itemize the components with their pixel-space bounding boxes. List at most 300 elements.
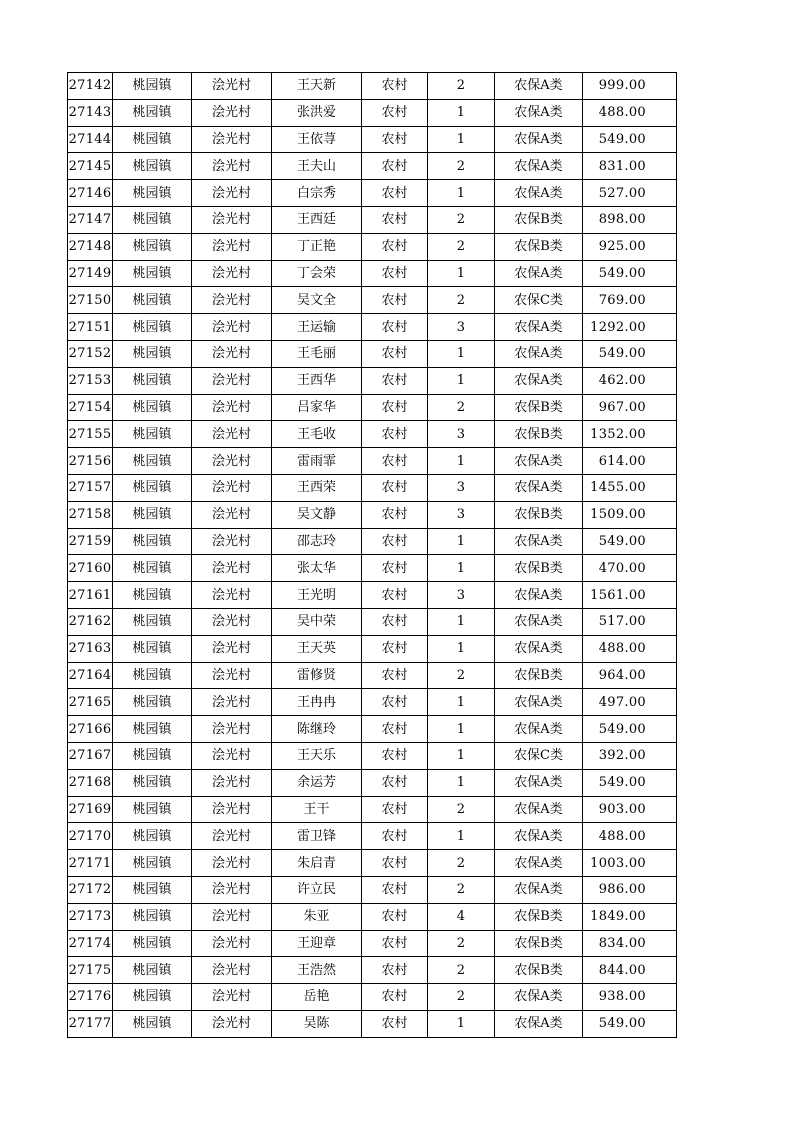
category-cell: 农保A类 xyxy=(495,260,583,287)
amount-cell: 517.00 xyxy=(583,608,677,635)
area-cell: 农村 xyxy=(362,153,428,180)
id-cell: 27145 xyxy=(68,153,113,180)
village-cell: 浍光村 xyxy=(192,582,272,609)
id-cell: 27163 xyxy=(68,635,113,662)
category-cell: 农保A类 xyxy=(495,528,583,555)
amount-cell: 549.00 xyxy=(583,716,677,743)
count-cell: 3 xyxy=(428,314,495,341)
village-cell: 浍光村 xyxy=(192,957,272,984)
village-cell: 浍光村 xyxy=(192,716,272,743)
count-cell: 1 xyxy=(428,126,495,153)
count-cell: 1 xyxy=(428,448,495,475)
village-cell: 浍光村 xyxy=(192,126,272,153)
amount-cell: 470.00 xyxy=(583,555,677,582)
town-cell: 桃园镇 xyxy=(113,260,192,287)
count-cell: 2 xyxy=(428,876,495,903)
name-cell: 雷雨霏 xyxy=(272,448,362,475)
data-table xyxy=(67,72,677,1038)
count-cell: 1 xyxy=(428,689,495,716)
id-cell: 27153 xyxy=(68,367,113,394)
table-row xyxy=(68,1010,677,1037)
amount-cell: 549.00 xyxy=(583,528,677,555)
table-row xyxy=(68,126,677,153)
category-cell: 农保A类 xyxy=(495,850,583,877)
name-cell: 王迎章 xyxy=(272,930,362,957)
id-cell: 27169 xyxy=(68,796,113,823)
table-row xyxy=(68,474,677,501)
category-cell: 农保A类 xyxy=(495,716,583,743)
name-cell: 岳艳 xyxy=(272,984,362,1011)
amount-cell: 999.00 xyxy=(583,73,677,100)
amount-cell: 1561.00 xyxy=(583,582,677,609)
category-cell: 农保A类 xyxy=(495,1010,583,1037)
village-cell: 浍光村 xyxy=(192,99,272,126)
count-cell: 2 xyxy=(428,73,495,100)
village-cell: 浍光村 xyxy=(192,555,272,582)
area-cell: 农村 xyxy=(362,850,428,877)
amount-cell: 1003.00 xyxy=(583,850,677,877)
name-cell: 吴文全 xyxy=(272,287,362,314)
amount-cell: 549.00 xyxy=(583,340,677,367)
table-row xyxy=(68,984,677,1011)
area-cell: 农村 xyxy=(362,448,428,475)
category-cell: 农保B类 xyxy=(495,206,583,233)
area-cell: 农村 xyxy=(362,742,428,769)
count-cell: 4 xyxy=(428,903,495,930)
village-cell: 浍光村 xyxy=(192,153,272,180)
name-cell: 王西廷 xyxy=(272,206,362,233)
area-cell: 农村 xyxy=(362,340,428,367)
category-cell: 农保B类 xyxy=(495,903,583,930)
area-cell: 农村 xyxy=(362,528,428,555)
name-cell: 邵志玲 xyxy=(272,528,362,555)
village-cell: 浍光村 xyxy=(192,448,272,475)
id-cell: 27174 xyxy=(68,930,113,957)
town-cell: 桃园镇 xyxy=(113,876,192,903)
id-cell: 27143 xyxy=(68,99,113,126)
area-cell: 农村 xyxy=(362,769,428,796)
name-cell: 王冉冉 xyxy=(272,689,362,716)
category-cell: 农保A类 xyxy=(495,769,583,796)
category-cell: 农保A类 xyxy=(495,180,583,207)
area-cell: 农村 xyxy=(362,662,428,689)
town-cell: 桃园镇 xyxy=(113,340,192,367)
town-cell: 桃园镇 xyxy=(113,769,192,796)
area-cell: 农村 xyxy=(362,206,428,233)
table-row xyxy=(68,608,677,635)
count-cell: 1 xyxy=(428,769,495,796)
category-cell: 农保A类 xyxy=(495,153,583,180)
area-cell: 农村 xyxy=(362,474,428,501)
village-cell: 浍光村 xyxy=(192,984,272,1011)
name-cell: 朱启青 xyxy=(272,850,362,877)
count-cell: 3 xyxy=(428,421,495,448)
town-cell: 桃园镇 xyxy=(113,287,192,314)
count-cell: 3 xyxy=(428,474,495,501)
town-cell: 桃园镇 xyxy=(113,314,192,341)
town-cell: 桃园镇 xyxy=(113,984,192,1011)
category-cell: 农保A类 xyxy=(495,367,583,394)
count-cell: 1 xyxy=(428,608,495,635)
id-cell: 27159 xyxy=(68,528,113,555)
town-cell: 桃园镇 xyxy=(113,73,192,100)
table-row xyxy=(68,823,677,850)
amount-cell: 1292.00 xyxy=(583,314,677,341)
village-cell: 浍光村 xyxy=(192,421,272,448)
amount-cell: 392.00 xyxy=(583,742,677,769)
id-cell: 27160 xyxy=(68,555,113,582)
name-cell: 吴陈 xyxy=(272,1010,362,1037)
table-row xyxy=(68,742,677,769)
count-cell: 1 xyxy=(428,180,495,207)
village-cell: 浍光村 xyxy=(192,501,272,528)
name-cell: 余运芳 xyxy=(272,769,362,796)
count-cell: 1 xyxy=(428,742,495,769)
id-cell: 27156 xyxy=(68,448,113,475)
town-cell: 桃园镇 xyxy=(113,850,192,877)
category-cell: 农保B类 xyxy=(495,930,583,957)
amount-cell: 549.00 xyxy=(583,1010,677,1037)
id-cell: 27142 xyxy=(68,73,113,100)
table-row xyxy=(68,635,677,662)
name-cell: 王天新 xyxy=(272,73,362,100)
category-cell: 农保A类 xyxy=(495,689,583,716)
village-cell: 浍光村 xyxy=(192,233,272,260)
amount-cell: 967.00 xyxy=(583,394,677,421)
table-row xyxy=(68,448,677,475)
table-row xyxy=(68,99,677,126)
id-cell: 27155 xyxy=(68,421,113,448)
category-cell: 农保B类 xyxy=(495,233,583,260)
area-cell: 农村 xyxy=(362,689,428,716)
id-cell: 27151 xyxy=(68,314,113,341)
amount-cell: 831.00 xyxy=(583,153,677,180)
village-cell: 浍光村 xyxy=(192,635,272,662)
table-row xyxy=(68,180,677,207)
name-cell: 朱亚 xyxy=(272,903,362,930)
village-cell: 浍光村 xyxy=(192,1010,272,1037)
table-row xyxy=(68,394,677,421)
area-cell: 农村 xyxy=(362,421,428,448)
town-cell: 桃园镇 xyxy=(113,367,192,394)
name-cell: 张太华 xyxy=(272,555,362,582)
id-cell: 27177 xyxy=(68,1010,113,1037)
amount-cell: 844.00 xyxy=(583,957,677,984)
id-cell: 27171 xyxy=(68,850,113,877)
count-cell: 1 xyxy=(428,528,495,555)
area-cell: 农村 xyxy=(362,287,428,314)
count-cell: 2 xyxy=(428,287,495,314)
category-cell: 农保B类 xyxy=(495,957,583,984)
village-cell: 浍光村 xyxy=(192,287,272,314)
town-cell: 桃园镇 xyxy=(113,180,192,207)
count-cell: 1 xyxy=(428,367,495,394)
amount-cell: 834.00 xyxy=(583,930,677,957)
category-cell: 农保B类 xyxy=(495,501,583,528)
area-cell: 农村 xyxy=(362,99,428,126)
area-cell: 农村 xyxy=(362,555,428,582)
town-cell: 桃园镇 xyxy=(113,716,192,743)
category-cell: 农保A类 xyxy=(495,126,583,153)
town-cell: 桃园镇 xyxy=(113,957,192,984)
amount-cell: 903.00 xyxy=(583,796,677,823)
table-row xyxy=(68,153,677,180)
name-cell: 王天英 xyxy=(272,635,362,662)
name-cell: 许立民 xyxy=(272,876,362,903)
table-row xyxy=(68,314,677,341)
amount-cell: 488.00 xyxy=(583,99,677,126)
id-cell: 27165 xyxy=(68,689,113,716)
town-cell: 桃园镇 xyxy=(113,206,192,233)
name-cell: 雷卫锋 xyxy=(272,823,362,850)
area-cell: 农村 xyxy=(362,1010,428,1037)
count-cell: 2 xyxy=(428,206,495,233)
category-cell: 农保A类 xyxy=(495,876,583,903)
area-cell: 农村 xyxy=(362,635,428,662)
id-cell: 27157 xyxy=(68,474,113,501)
id-cell: 27166 xyxy=(68,716,113,743)
category-cell: 农保A类 xyxy=(495,73,583,100)
id-cell: 27148 xyxy=(68,233,113,260)
area-cell: 农村 xyxy=(362,957,428,984)
id-cell: 27176 xyxy=(68,984,113,1011)
village-cell: 浍光村 xyxy=(192,903,272,930)
village-cell: 浍光村 xyxy=(192,796,272,823)
category-cell: 农保A类 xyxy=(495,984,583,1011)
amount-cell: 1509.00 xyxy=(583,501,677,528)
count-cell: 2 xyxy=(428,957,495,984)
area-cell: 农村 xyxy=(362,823,428,850)
town-cell: 桃园镇 xyxy=(113,796,192,823)
category-cell: 农保A类 xyxy=(495,474,583,501)
area-cell: 农村 xyxy=(362,876,428,903)
name-cell: 吴文静 xyxy=(272,501,362,528)
count-cell: 1 xyxy=(428,260,495,287)
village-cell: 浍光村 xyxy=(192,608,272,635)
town-cell: 桃园镇 xyxy=(113,448,192,475)
town-cell: 桃园镇 xyxy=(113,608,192,635)
village-cell: 浍光村 xyxy=(192,260,272,287)
id-cell: 27154 xyxy=(68,394,113,421)
table-row xyxy=(68,528,677,555)
table-row xyxy=(68,876,677,903)
table-row xyxy=(68,501,677,528)
amount-cell: 488.00 xyxy=(583,635,677,662)
table-row xyxy=(68,206,677,233)
count-cell: 1 xyxy=(428,1010,495,1037)
count-cell: 3 xyxy=(428,582,495,609)
category-cell: 农保C类 xyxy=(495,287,583,314)
count-cell: 2 xyxy=(428,394,495,421)
name-cell: 张洪爱 xyxy=(272,99,362,126)
id-cell: 27175 xyxy=(68,957,113,984)
category-cell: 农保A类 xyxy=(495,99,583,126)
amount-cell: 1849.00 xyxy=(583,903,677,930)
town-cell: 桃园镇 xyxy=(113,582,192,609)
area-cell: 农村 xyxy=(362,716,428,743)
category-cell: 农保B类 xyxy=(495,555,583,582)
id-cell: 27158 xyxy=(68,501,113,528)
village-cell: 浍光村 xyxy=(192,340,272,367)
amount-cell: 925.00 xyxy=(583,233,677,260)
town-cell: 桃园镇 xyxy=(113,126,192,153)
count-cell: 3 xyxy=(428,501,495,528)
id-cell: 27164 xyxy=(68,662,113,689)
category-cell: 农保B类 xyxy=(495,394,583,421)
area-cell: 农村 xyxy=(362,501,428,528)
village-cell: 浍光村 xyxy=(192,394,272,421)
id-cell: 27144 xyxy=(68,126,113,153)
village-cell: 浍光村 xyxy=(192,689,272,716)
count-cell: 2 xyxy=(428,930,495,957)
id-cell: 27152 xyxy=(68,340,113,367)
town-cell: 桃园镇 xyxy=(113,233,192,260)
count-cell: 2 xyxy=(428,984,495,1011)
town-cell: 桃园镇 xyxy=(113,742,192,769)
count-cell: 1 xyxy=(428,823,495,850)
amount-cell: 938.00 xyxy=(583,984,677,1011)
table-row xyxy=(68,716,677,743)
area-cell: 农村 xyxy=(362,903,428,930)
town-cell: 桃园镇 xyxy=(113,823,192,850)
amount-cell: 769.00 xyxy=(583,287,677,314)
count-cell: 2 xyxy=(428,233,495,260)
table-row xyxy=(68,957,677,984)
amount-cell: 614.00 xyxy=(583,448,677,475)
village-cell: 浍光村 xyxy=(192,73,272,100)
id-cell: 27150 xyxy=(68,287,113,314)
name-cell: 王毛收 xyxy=(272,421,362,448)
area-cell: 农村 xyxy=(362,984,428,1011)
amount-cell: 986.00 xyxy=(583,876,677,903)
name-cell: 丁正艳 xyxy=(272,233,362,260)
village-cell: 浍光村 xyxy=(192,206,272,233)
category-cell: 农保A类 xyxy=(495,448,583,475)
village-cell: 浍光村 xyxy=(192,850,272,877)
town-cell: 桃园镇 xyxy=(113,1010,192,1037)
table-row xyxy=(68,850,677,877)
table-row xyxy=(68,769,677,796)
village-cell: 浍光村 xyxy=(192,528,272,555)
id-cell: 27173 xyxy=(68,903,113,930)
table-row xyxy=(68,340,677,367)
area-cell: 农村 xyxy=(362,930,428,957)
town-cell: 桃园镇 xyxy=(113,421,192,448)
id-cell: 27161 xyxy=(68,582,113,609)
category-cell: 农保A类 xyxy=(495,796,583,823)
area-cell: 农村 xyxy=(362,608,428,635)
town-cell: 桃园镇 xyxy=(113,528,192,555)
name-cell: 王浩然 xyxy=(272,957,362,984)
area-cell: 农村 xyxy=(362,314,428,341)
count-cell: 2 xyxy=(428,796,495,823)
town-cell: 桃园镇 xyxy=(113,930,192,957)
name-cell: 吴中荣 xyxy=(272,608,362,635)
amount-cell: 1455.00 xyxy=(583,474,677,501)
area-cell: 农村 xyxy=(362,260,428,287)
area-cell: 农村 xyxy=(362,367,428,394)
name-cell: 白宗秀 xyxy=(272,180,362,207)
count-cell: 2 xyxy=(428,662,495,689)
category-cell: 农保B类 xyxy=(495,421,583,448)
category-cell: 农保C类 xyxy=(495,742,583,769)
name-cell: 王依荨 xyxy=(272,126,362,153)
table-row xyxy=(68,367,677,394)
id-cell: 27170 xyxy=(68,823,113,850)
amount-cell: 549.00 xyxy=(583,126,677,153)
town-cell: 桃园镇 xyxy=(113,99,192,126)
amount-cell: 1352.00 xyxy=(583,421,677,448)
town-cell: 桃园镇 xyxy=(113,555,192,582)
table-row xyxy=(68,662,677,689)
table-row xyxy=(68,689,677,716)
area-cell: 农村 xyxy=(362,180,428,207)
amount-cell: 462.00 xyxy=(583,367,677,394)
table-row xyxy=(68,555,677,582)
name-cell: 王夫山 xyxy=(272,153,362,180)
village-cell: 浍光村 xyxy=(192,180,272,207)
name-cell: 陈继玲 xyxy=(272,716,362,743)
id-cell: 27149 xyxy=(68,260,113,287)
amount-cell: 488.00 xyxy=(583,823,677,850)
name-cell: 丁会荣 xyxy=(272,260,362,287)
village-cell: 浍光村 xyxy=(192,823,272,850)
id-cell: 27168 xyxy=(68,769,113,796)
village-cell: 浍光村 xyxy=(192,876,272,903)
village-cell: 浍光村 xyxy=(192,742,272,769)
amount-cell: 497.00 xyxy=(583,689,677,716)
town-cell: 桃园镇 xyxy=(113,903,192,930)
area-cell: 农村 xyxy=(362,126,428,153)
category-cell: 农保A类 xyxy=(495,635,583,662)
name-cell: 王西华 xyxy=(272,367,362,394)
table-row xyxy=(68,796,677,823)
area-cell: 农村 xyxy=(362,73,428,100)
count-cell: 1 xyxy=(428,99,495,126)
count-cell: 1 xyxy=(428,635,495,662)
area-cell: 农村 xyxy=(362,233,428,260)
village-cell: 浍光村 xyxy=(192,930,272,957)
category-cell: 农保A类 xyxy=(495,582,583,609)
id-cell: 27146 xyxy=(68,180,113,207)
count-cell: 1 xyxy=(428,340,495,367)
category-cell: 农保A类 xyxy=(495,314,583,341)
category-cell: 农保A类 xyxy=(495,340,583,367)
town-cell: 桃园镇 xyxy=(113,474,192,501)
amount-cell: 549.00 xyxy=(583,769,677,796)
table-row xyxy=(68,903,677,930)
name-cell: 王运输 xyxy=(272,314,362,341)
town-cell: 桃园镇 xyxy=(113,501,192,528)
name-cell: 王光明 xyxy=(272,582,362,609)
area-cell: 农村 xyxy=(362,582,428,609)
name-cell: 王毛丽 xyxy=(272,340,362,367)
table-row xyxy=(68,233,677,260)
table-row xyxy=(68,73,677,100)
village-cell: 浍光村 xyxy=(192,662,272,689)
area-cell: 农村 xyxy=(362,796,428,823)
village-cell: 浍光村 xyxy=(192,474,272,501)
amount-cell: 527.00 xyxy=(583,180,677,207)
table-row xyxy=(68,260,677,287)
town-cell: 桃园镇 xyxy=(113,662,192,689)
town-cell: 桃园镇 xyxy=(113,689,192,716)
category-cell: 农保A类 xyxy=(495,608,583,635)
amount-cell: 549.00 xyxy=(583,260,677,287)
area-cell: 农村 xyxy=(362,394,428,421)
table-row xyxy=(68,421,677,448)
id-cell: 27167 xyxy=(68,742,113,769)
